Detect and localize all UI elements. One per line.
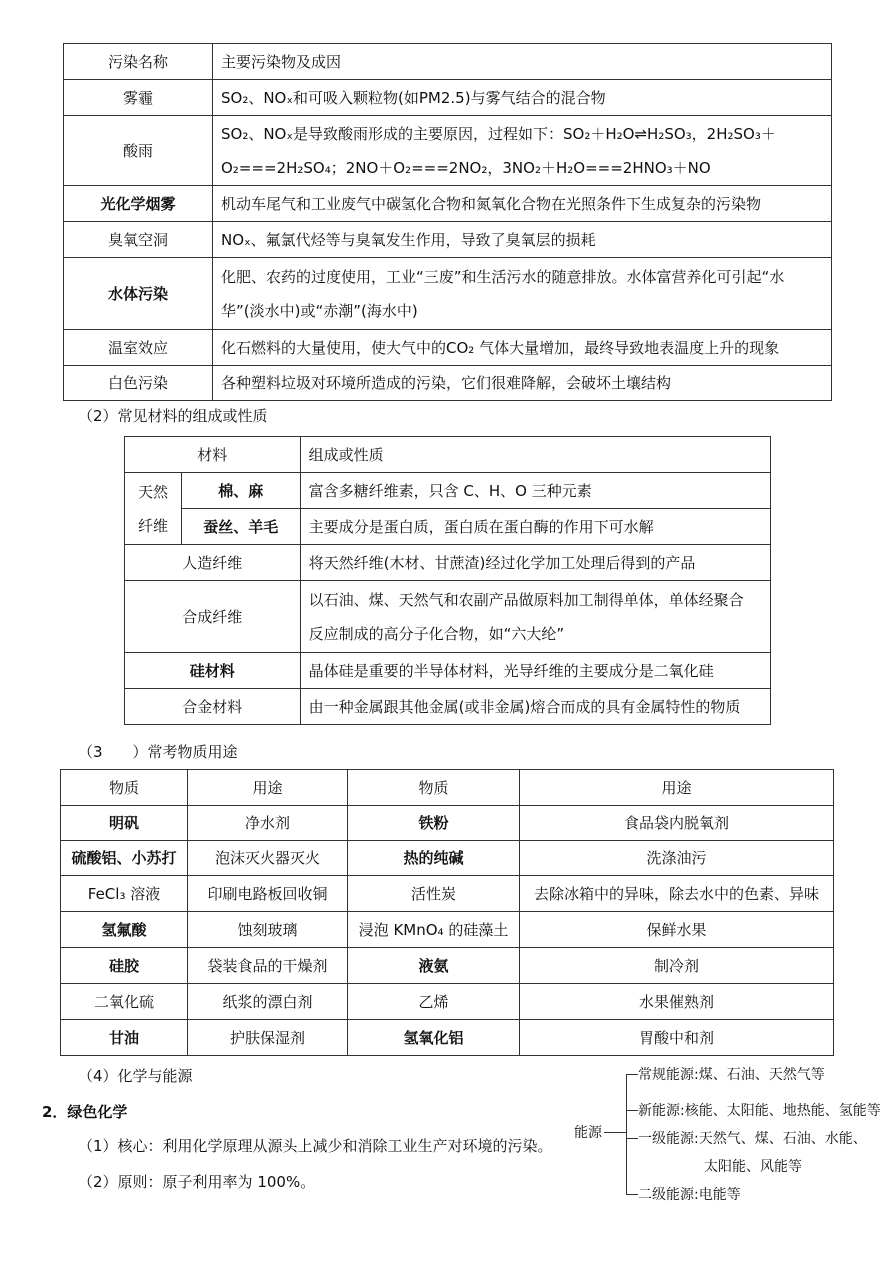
material-desc: 主要成分是蛋白质，蛋白质在蛋白酶的作用下可水解: [300, 509, 770, 545]
substance: 硫酸铝、小苏打: [61, 841, 188, 876]
substance: 液氨: [348, 948, 520, 984]
substance: 热的纯碱: [348, 841, 520, 876]
pollution-desc: 机动车尾气和工业废气中碳氢化合物和氮氧化合物在光照条件下生成复杂的污染物: [213, 186, 832, 222]
substance: 甘油: [61, 1020, 188, 1056]
substance: FeCl₃ 溶液: [61, 876, 188, 912]
pollution-desc: 化肥、农药的过度使用，工业“三废”和生活污水的随意排放。水体富营养化可引起“水: [221, 267, 785, 286]
natural-fiber-label-line: 天然: [137, 482, 168, 501]
pollution-desc: 化石燃料的大量使用，使大气中的CO₂ 气体大量增加，最终导致地表温度上升的现象: [213, 330, 832, 366]
pollution-desc: 各种塑料垃圾对环境所造成的污染，它们很难降解，会破坏土壤结构: [213, 366, 832, 401]
pollution-desc-cell: [213, 116, 832, 186]
pollution-name: 白色污染: [64, 366, 213, 401]
material-name: 合金材料: [125, 689, 301, 725]
substance: 浸泡 KMnO₄ 的硅藻土: [348, 912, 520, 948]
use: 袋装食品的干燥剂: [188, 948, 348, 984]
material-name: 人造纤维: [125, 545, 301, 581]
pollution-desc-cont: 华”(淡水中)或“赤潮”(海水中): [221, 301, 418, 320]
pollution-desc-cell: [213, 258, 832, 330]
table-row: [61, 841, 834, 876]
section-heading: （2）常见材料的组成或性质: [78, 407, 268, 425]
table-row: [61, 1020, 834, 1056]
use: 护肤保湿剂: [188, 1020, 348, 1056]
pollution-name: 臭氧空洞: [64, 222, 213, 258]
pollution-desc: NOₓ、氟氯代烃等与臭氧发生作用，导致了臭氧层的损耗: [213, 222, 832, 258]
header-cell: 物质: [61, 770, 188, 806]
pollution-desc-cont: O₂===2H₂SO₄；2NO＋O₂===2NO₂，3NO₂＋H₂O===2HNO₃＋NO: [221, 158, 711, 177]
header-cell: 用途: [188, 770, 348, 806]
material-name: 蚕丝、羊毛: [182, 509, 301, 545]
substance: 明矾: [61, 806, 188, 841]
table-row: [125, 581, 771, 653]
natural-fiber-label: [125, 473, 182, 545]
substance: 硅胶: [61, 948, 188, 984]
connector: [604, 1132, 626, 1133]
energy-root: 能源: [574, 1125, 602, 1141]
header-cell: 主要污染物及成因: [213, 44, 832, 80]
use: 纸浆的漂白剂: [188, 984, 348, 1020]
material-desc: 由一种金属跟其他金属(或非金属)熔合而成的具有金属特性的物质: [300, 689, 770, 725]
use: 净水剂: [188, 806, 348, 841]
substance: 活性炭: [348, 876, 520, 912]
connector: [626, 1110, 638, 1111]
header-cell: 材料: [125, 437, 301, 473]
table-row: [61, 876, 834, 912]
table-row: [64, 116, 832, 186]
header-cell: 污染名称: [64, 44, 213, 80]
pollution-name: 光化学烟雾: [64, 186, 213, 222]
table-row: [125, 545, 771, 581]
material-desc: 以石油、煤、天然气和农副产品做原料加工制得单体，单体经聚合: [308, 590, 744, 609]
natural-fiber-label-line: 纤维: [137, 516, 168, 535]
table-row: [61, 912, 834, 948]
use: 泡沫灭火器灭火: [188, 841, 348, 876]
header-cell: 组成或性质: [300, 437, 770, 473]
table-row: [64, 258, 832, 330]
substance: 铁粉: [348, 806, 520, 841]
table-row: [125, 689, 771, 725]
section-heading: （4）化学与能源: [78, 1067, 193, 1085]
table-row: [64, 222, 832, 258]
green-chem-core: （1）核心：利用化学原理从源头上减少和消除工业生产对环境的污染。: [78, 1137, 553, 1155]
material-desc: 将天然纤维(木材、甘蔗渣)经过化学加工处理后得到的产品: [300, 545, 770, 581]
materials-table: [124, 436, 771, 725]
use: 保鲜水果: [520, 912, 834, 948]
pollution-desc: SO₂、NOₓ和可吸入颗粒物(如PM2.5)与雾气结合的混合物: [213, 80, 832, 116]
use: 制冷剂: [520, 948, 834, 984]
green-chem-principle: （2）原则：原子利用率为 100%。: [78, 1173, 316, 1191]
substance: 二氧化硫: [61, 984, 188, 1020]
substance: 氢氧化铝: [348, 1020, 520, 1056]
connector: [626, 1194, 638, 1195]
energy-new: 新能源:核能、太阳能、地热能、氢能等: [638, 1103, 881, 1119]
energy-diagram: [574, 1062, 881, 1212]
use: 胃酸中和剂: [520, 1020, 834, 1056]
table-row: [64, 80, 832, 116]
use: 蚀刻玻璃: [188, 912, 348, 948]
material-desc-cont: 反应制成的高分子化合物，如“六大纶”: [308, 624, 565, 643]
table-row: [125, 473, 771, 509]
connector: [626, 1074, 627, 1194]
section-heading: （3 ）常考物质用途: [78, 743, 238, 761]
table-row: [125, 509, 771, 545]
material-name: 合成纤维: [125, 581, 301, 653]
connector: [626, 1138, 638, 1139]
header-cell: 用途: [520, 770, 834, 806]
table-row: [61, 948, 834, 984]
use: 印刷电路板回收铜: [188, 876, 348, 912]
use: 去除冰箱中的异味，除去水中的色素、异味: [520, 876, 834, 912]
material-desc-cell: [300, 581, 770, 653]
table-header-row: [64, 44, 832, 80]
pollution-table: [63, 43, 832, 401]
table-row: [125, 653, 771, 689]
table-header-row: [61, 770, 834, 806]
connector: [626, 1074, 638, 1075]
table-row: [61, 806, 834, 841]
table-header-row: [125, 437, 771, 473]
use: 食品袋内脱氧剂: [520, 806, 834, 841]
material-name: 硅材料: [125, 653, 301, 689]
material-desc: 晶体硅是重要的半导体材料，光导纤维的主要成分是二氧化硅: [300, 653, 770, 689]
substance: 乙烯: [348, 984, 520, 1020]
pollution-name: 酸雨: [64, 116, 213, 186]
header-cell: 物质: [348, 770, 520, 806]
pollution-name: 水体污染: [64, 258, 213, 330]
energy-primary: 一级能源:天然气、煤、石油、水能、: [638, 1131, 867, 1147]
uses-table: [60, 769, 834, 1056]
pollution-name: 温室效应: [64, 330, 213, 366]
use: 水果催熟剂: [520, 984, 834, 1020]
table-row: [61, 984, 834, 1020]
table-row: [64, 330, 832, 366]
energy-secondary: 二级能源:电能等: [638, 1187, 741, 1203]
green-chem-title: 2．绿色化学: [42, 1103, 128, 1121]
table-row: [64, 366, 832, 401]
material-name: 棉、麻: [182, 473, 301, 509]
pollution-desc: SO₂、NOₓ是导致酸雨形成的主要原因，过程如下：SO₂＋H₂O⇌H₂SO₃，2H₂SO₃＋: [221, 124, 776, 143]
table-row: [64, 186, 832, 222]
energy-primary-cont: 太阳能、风能等: [704, 1159, 802, 1175]
pollution-name: 雾霾: [64, 80, 213, 116]
substance: 氢氟酸: [61, 912, 188, 948]
energy-conventional: 常规能源:煤、石油、天然气等: [638, 1067, 825, 1083]
material-desc: 富含多糖纤维素，只含 C、H、O 三种元素: [300, 473, 770, 509]
use: 洗涤油污: [520, 841, 834, 876]
